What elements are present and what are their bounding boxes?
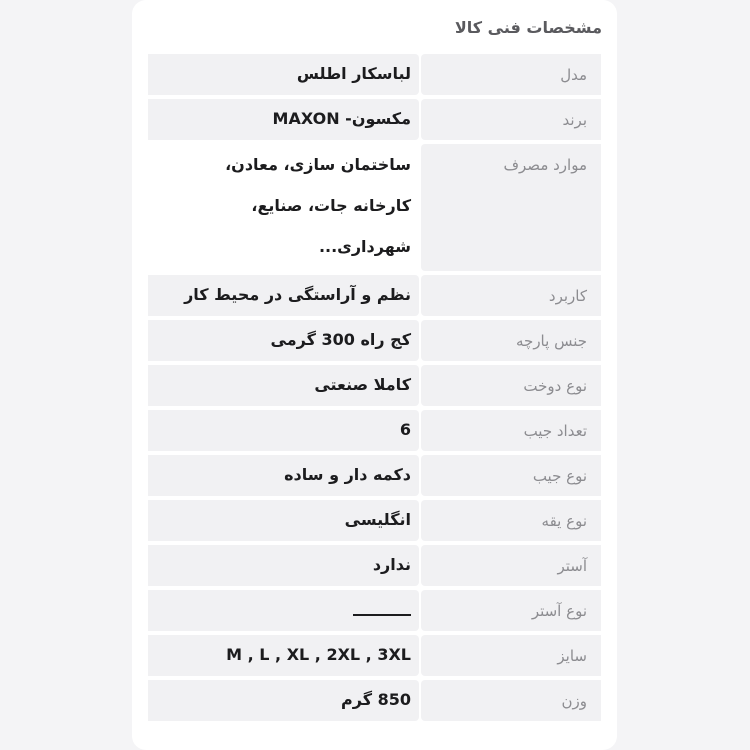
spec-row-fabric: [148, 320, 601, 361]
spec-value: 850 گرم: [148, 680, 419, 721]
spec-row-application: [148, 275, 601, 316]
spec-label: نوع جیب: [421, 455, 601, 496]
spec-value: دکمه دار و ساده: [148, 455, 419, 496]
spec-row-lining-type: [148, 590, 601, 631]
spec-value: مکسون- MAXON: [148, 99, 419, 140]
spec-label: جنس پارچه: [421, 320, 601, 361]
spec-row-model: [148, 54, 601, 95]
spec-row-brand: [148, 99, 601, 140]
spec-value: کج راه 300 گرمی: [148, 320, 419, 361]
spec-label: تعداد جیب: [421, 410, 601, 451]
spec-value: ساختمان سازی، معادن، کارخانه جات، صنایع، شهرداری...: [148, 144, 419, 271]
spec-value: کاملا صنعتی: [148, 365, 419, 406]
spec-card: [132, 0, 617, 750]
spec-value: 6: [148, 410, 419, 451]
spec-row-size: [148, 635, 601, 676]
spec-label: موارد مصرف: [421, 144, 601, 271]
spec-label: نوع یقه: [421, 500, 601, 541]
spec-row-pocket-count: [148, 410, 601, 451]
spec-label: سایز: [421, 635, 601, 676]
spec-label: برند: [421, 99, 601, 140]
spec-value-empty: [148, 590, 419, 631]
card-title: مشخصات فنی کالا: [454, 18, 602, 37]
spec-row-lining: [148, 545, 601, 586]
spec-label: نوع آستر: [421, 590, 601, 631]
spec-row-stitch: [148, 365, 601, 406]
spec-table: [148, 54, 601, 725]
spec-value: M , L , XL , 2XL , 3XL: [148, 635, 419, 676]
spec-row-pocket-type: [148, 455, 601, 496]
spec-value: انگلیسی: [148, 500, 419, 541]
spec-label: وزن: [421, 680, 601, 721]
empty-value-dash: [353, 614, 411, 616]
spec-row-usage: [148, 144, 601, 271]
spec-label: آستر: [421, 545, 601, 586]
spec-value: نظم و آراستگی در محیط کار: [148, 275, 419, 316]
spec-value: لباسکار اطلس: [148, 54, 419, 95]
spec-label: مدل: [421, 54, 601, 95]
spec-value: ندارد: [148, 545, 419, 586]
spec-row-collar: [148, 500, 601, 541]
spec-label: کاربرد: [421, 275, 601, 316]
spec-label: نوع دوخت: [421, 365, 601, 406]
spec-row-weight: [148, 680, 601, 721]
